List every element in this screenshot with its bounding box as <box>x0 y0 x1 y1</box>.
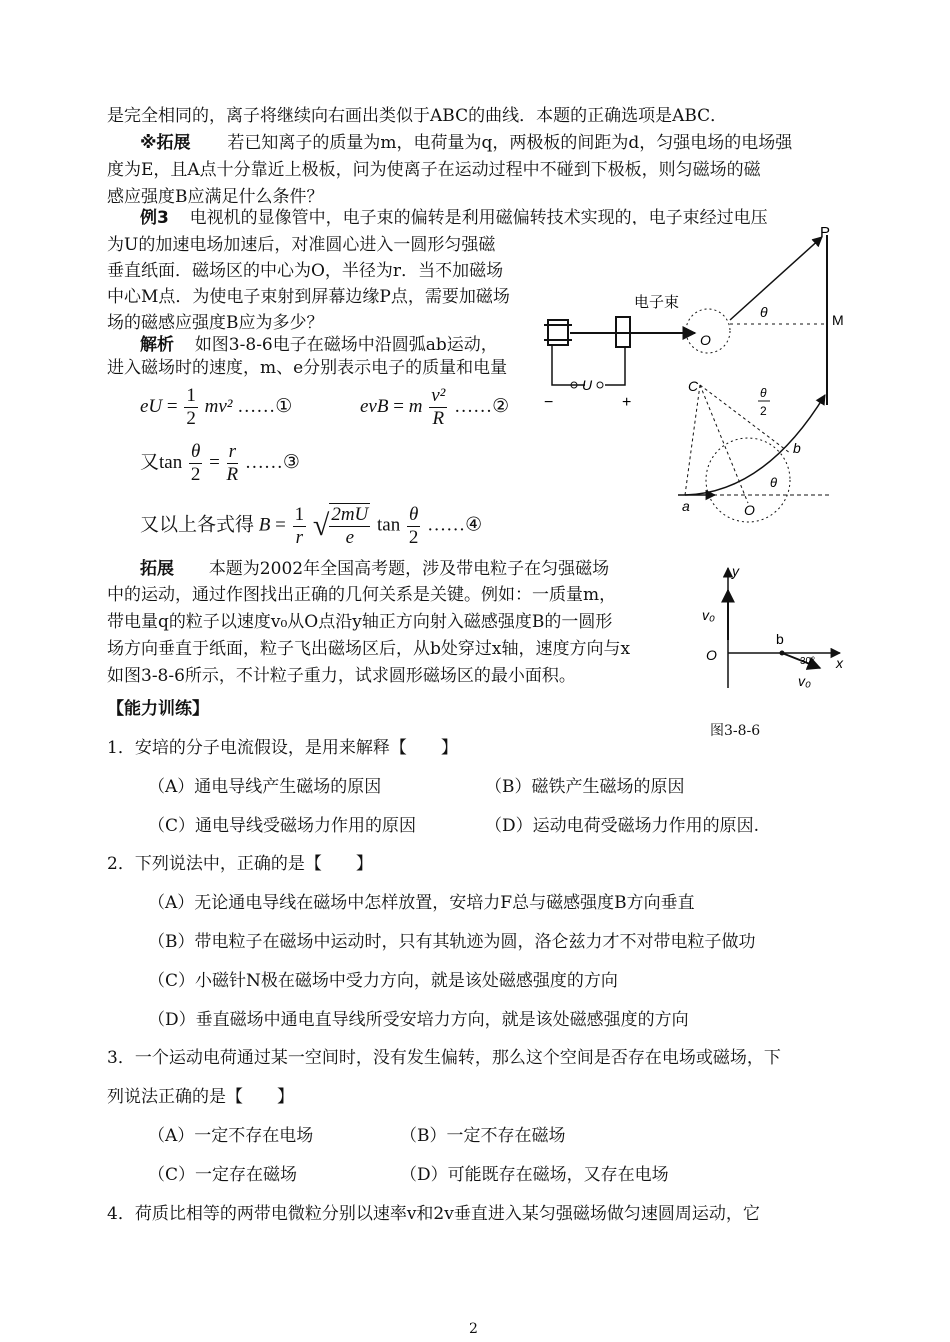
eq4-tag: ……④ <box>427 514 483 536</box>
extension2-line-5: 如图3-8-6所示，不计粒子重力，试求圆形磁场区的最小面积。 <box>107 666 576 686</box>
eq1-num: 1 <box>186 385 196 406</box>
q3-option-c: （C）一定存在磁场 <box>148 1165 298 1185</box>
eq4-den: r <box>295 526 304 548</box>
example3-line-2: 为U的加速电场加速后，对准圆心进入一圆形匀强磁 <box>107 235 496 255</box>
example3-label: 例3 <box>140 208 169 228</box>
extension-label: ※拓展 <box>140 133 191 153</box>
extension-line-3: 感应强度B应满足什么条件？ <box>107 187 324 207</box>
eq2-den: R <box>432 408 445 429</box>
training-heading: 【能力训练】 <box>107 699 209 719</box>
eq2-m: m <box>408 395 423 417</box>
eq4-prefix: 又以上各式得 <box>140 514 255 536</box>
extension2-line-4: 场方向垂直于纸面，粒子飞出磁场区后，从b处穿过x轴，速度方向与x <box>107 639 631 659</box>
extension2-line-1 <box>140 558 609 580</box>
eq3-prefix: 又tan <box>140 451 183 473</box>
solution-label: 解析 <box>140 335 174 355</box>
label-v0-bottom: v₀ <box>798 673 811 689</box>
deflected-beam <box>730 237 822 320</box>
sqrt-sign: √ <box>312 509 330 542</box>
extension-line-1: 若已知离子的质量为m，电荷量为q，两极板的间距为d，匀强电场的电场强 <box>227 133 793 153</box>
q2-option-b: （B）带电粒子在磁场中运动时，只有其轨迹为圆，洛仑兹力才不对带电粒子做功 <box>148 932 756 952</box>
page-number: 2 <box>469 1321 478 1337</box>
eq1-den: 2 <box>186 408 196 429</box>
eq4-radicand <box>329 503 370 549</box>
q4-stem: 4．荷质比相等的两带电微粒分别以速率v和2v垂直进入某匀强磁场做匀速圆周运动，它 <box>107 1204 760 1224</box>
q1-option-c: （C）通电导线受磁场力作用的原因 <box>148 816 417 836</box>
eq3-den1: 2 <box>190 464 201 485</box>
radius-Ca <box>685 385 700 495</box>
example3-line-5: 场的磁感应强度B应为多少？ <box>107 313 324 333</box>
eq3-num1: θ <box>190 441 201 462</box>
q1-option-a: （A）通电导线产生磁场的原因 <box>148 777 382 797</box>
label-O3: O <box>706 647 717 663</box>
solution-line-2: 进入磁场时的速度，m、e分别表示电子的质量和电量 <box>107 358 508 378</box>
equation-3: 又tan $\frac{\theta}{2}$ = $\frac{r}{R}$ ……③ <box>140 441 300 485</box>
eq1-tag: ……① <box>237 395 293 417</box>
eq3-fraction-2 <box>227 441 239 486</box>
coordinate-figure <box>700 560 850 700</box>
solution-text-1: 如图3-8-6电子在磁场中沿圆弧ab运动， <box>194 335 498 355</box>
circuit-wire-left <box>552 345 585 385</box>
label-half-theta-den: 2 <box>760 404 767 418</box>
eq4-num: 1 <box>294 503 305 525</box>
eq1-left: eU <box>140 395 163 417</box>
label-theta: θ <box>760 304 768 320</box>
eq3-fraction-1 <box>189 441 202 486</box>
eq2-left: evB <box>360 395 389 417</box>
label-half-theta-num: θ <box>760 386 767 400</box>
eq4-fraction-1 <box>293 504 307 549</box>
label-30: 30° <box>800 656 816 667</box>
label-b2: b <box>776 631 784 647</box>
q2-option-d: （D）垂直磁场中通电直导线所受安培力方向，就是该处磁感强度的方向 <box>148 1010 689 1030</box>
eq4-den2: 2 <box>408 526 419 548</box>
label-theta-small: θ <box>770 475 778 490</box>
eq4-B: B <box>258 514 271 536</box>
eq4-rad-num: 2mU <box>331 504 369 525</box>
q3-option-a: （A）一定不存在电场 <box>148 1126 314 1146</box>
eq2-tag: ……② <box>454 395 510 417</box>
electron-gun-cathode <box>548 320 568 345</box>
eq2-num: v² <box>431 385 446 406</box>
label-O: O <box>700 332 711 348</box>
label-plus: + <box>622 394 632 411</box>
example3-line-4: 中心M点．为使电子束射到屏幕边缘P点，需要加磁场 <box>107 287 510 307</box>
label-v0-top: v₀ <box>702 607 715 623</box>
label-P: P <box>820 225 831 241</box>
label-U: U <box>582 377 593 393</box>
q3-option-b: （B）一定不存在磁场 <box>400 1126 566 1146</box>
figure-caption: 图3-8-6 <box>710 723 761 739</box>
label-y: y <box>732 563 739 579</box>
circuit-wire-right <box>605 347 625 385</box>
eq4-num2: θ <box>408 503 419 525</box>
label-O2: O <box>744 502 755 518</box>
q1-stem: 1．安培的分子电流假设，是用来解释【 】 <box>107 738 458 758</box>
q3-stem-2: 列说法正确的是【 】 <box>107 1087 294 1107</box>
eq2-fraction <box>429 385 447 430</box>
equation-1: eU = $\frac{1}{2}$ mv² ……① <box>140 385 293 429</box>
q1-option-d: （D）运动电荷受磁场力作用的原因. <box>485 816 760 836</box>
label-electron-beam: 电子束 <box>634 294 680 311</box>
q2-option-c: （C）小磁针N极在磁场中受力方向，就是该处磁感强度的方向 <box>148 971 618 991</box>
eq1-fraction <box>184 385 198 430</box>
solution-line-1 <box>140 334 498 356</box>
q2-option-a: （A）无论通电导线在磁场中怎样放置，安培力F总与磁感强度B方向垂直 <box>148 893 695 913</box>
eq3-num2: r <box>227 441 239 464</box>
label-a: a <box>682 498 690 514</box>
label-b: b <box>793 440 801 456</box>
equation-2: evB = m $\frac{\text{v²}}{R}$ ……② <box>360 385 510 429</box>
eq3-tag: ……③ <box>244 451 300 473</box>
q3-stem-1: 3．一个运动电荷通过某一空间时，没有发生偏转，那么这个空间是否存在电场或磁场，下 <box>107 1048 781 1068</box>
extension2-line-3: 带电量q的粒子以速度v₀从O点沿y轴正方向射入磁感强度B的一圆形 <box>107 612 613 632</box>
q2-stem: 2．下列说法中，正确的是【 】 <box>107 854 373 874</box>
crt-deflection-figure <box>530 225 848 537</box>
extension-paragraph <box>140 132 792 154</box>
label-C: C <box>688 378 699 394</box>
eq4-tan: tan <box>377 514 401 536</box>
line-CO <box>700 385 748 503</box>
label-M: M <box>832 312 844 328</box>
example3-text-1: 电视机的显像管中，电子束的偏转是利用磁偏转技术实现的，电子束经过电压 <box>189 208 768 228</box>
extension2-line-2: 中的运动，通过作图找出正确的几何关系是关键。例如：一质量m， <box>107 585 617 605</box>
eq3-den2: R <box>226 464 239 485</box>
eq4-fraction-2 <box>407 504 420 549</box>
label-x: x <box>836 655 843 671</box>
eq4-rad-den: e <box>345 527 354 548</box>
label-minus: − <box>544 394 554 411</box>
extension2-label: 拓展 <box>140 559 174 579</box>
intro-line-1: 是完全相同的，离子将继续向右画出类似于ABC的曲线．本题的正确选项是ABC． <box>107 106 728 126</box>
q3-option-d: （D）可能既存在磁场，又存在电场 <box>400 1165 669 1185</box>
extension-line-2: 度为E，且A点十分靠近上极板，问为使离子在运动过程中不碰到下极板，则匀磁场的磁 <box>107 160 761 180</box>
eq1-right: mv² <box>204 395 233 417</box>
equation-4: 又以上各式得 B = $\frac{1}{r}$ √ $\frac{2mU}{e}$ tan $\frac{\theta}{2}$ ……④ <box>140 503 483 548</box>
example3-line-3: 垂直纸面．磁场区的中心为O，半径为r．当不加磁场 <box>107 261 504 281</box>
extension2-text-1: 本题为2002年全国高考题，涉及带电粒子在匀强磁场 <box>208 559 610 579</box>
terminal-right <box>597 382 603 388</box>
q1-option-b: （B）磁铁产生磁场的原因 <box>485 777 685 797</box>
